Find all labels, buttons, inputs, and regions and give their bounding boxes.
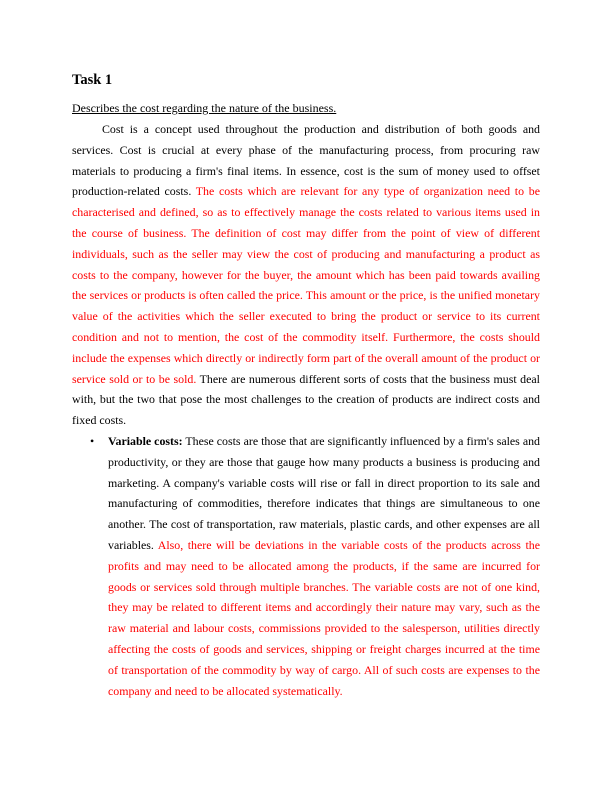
bullet-icon: • (90, 433, 95, 448)
list-item-variable-costs (90, 431, 540, 701)
variable-costs-highlighted-text: Also, there will be deviations in the variable costs of the products across the profits and may need to be allocated among the products, if the same are incurred for goods or services sold through multiple branches. The variable costs are not of one kind, they may be related to different items and accordingly their nature may vary, such as the raw material and labour costs, commissions provided to the salesperson, utilities directly affecting the costs of goods and services, shipping or freight charges incurred at the time of transportation of the commodity by way of cargo. All of such costs are expenses to the company and need to be allocated systematically. (108, 537, 540, 698)
cost-type-list (72, 431, 540, 701)
intro-highlighted-text: The costs which are relevant for any type of organization need to be characterised and defined, so as to effectively manage the costs related to various items used in the course of business. The definition of cost may differ from the point of view of different individuals, such as the seller may view the cost of producing and manufacturing a product as costs to the company, however for the buyer, the amount which has been paid towards availing the services or products is often called the price. This amount or the price, is the unified monetary value of the activities which the seller executed to bring the product or service to its current condition and not to mention, the cost of the commodity itself. Furthermore, the costs should include the expenses which directly or indirectly form part of the overall amount of the product or service sold or to be sold. (72, 184, 540, 386)
intro-text: Cost is a concept used throughout the production and distribution of both goods and services. Cost is crucial at every phase of the manufacturing process, from procuring raw materials to producing a firm's final items. In essence, cost is the sum of money used to offset production-related costs. (72, 122, 540, 199)
intro-text-continued: There are numerous different sorts of costs that the business must deal with, but the two that pose the most challenges to the creation of products are indirect costs and fixed costs. (72, 371, 540, 428)
task-heading: Task 1 (72, 72, 113, 88)
variable-costs-text: These costs are those that are significantly influenced by a firm's sales and productivity, or they are those that gauge how many products a business is producing and marketing. A company's variable costs will rise or fall in direct proportion to its sale and manufacturing of commodities, therefore indicates that things are simultaneous to one another. The cost of transportation, raw materials, plastic cards, and other expenses are all variables. (108, 433, 540, 552)
intro-paragraph (72, 119, 540, 431)
term-variable-costs: Variable costs: (108, 433, 183, 448)
section-subheading: Describes the cost regarding the nature of the business. (72, 101, 337, 115)
